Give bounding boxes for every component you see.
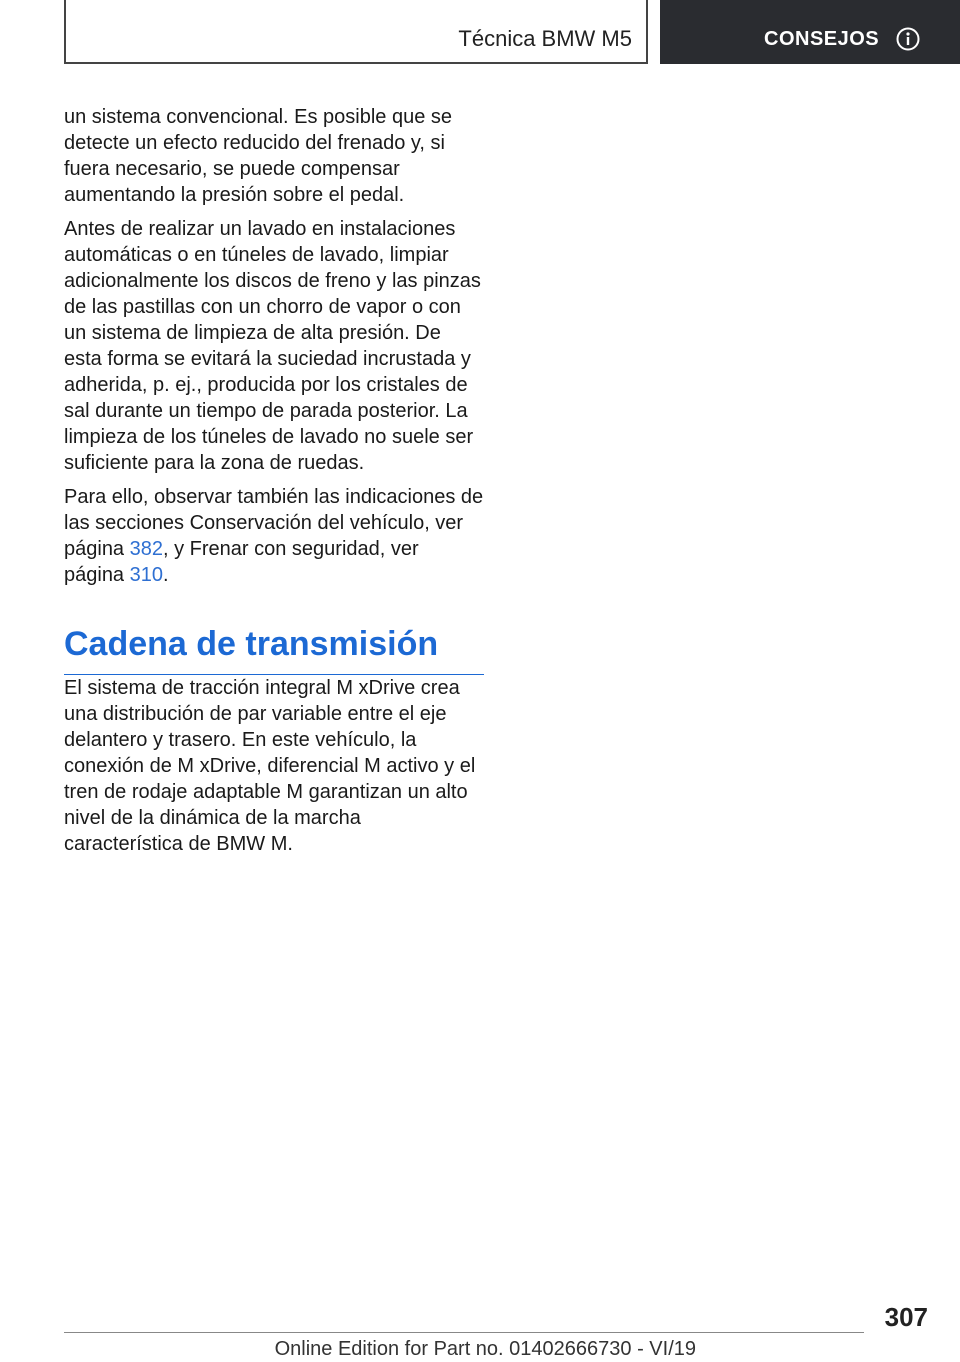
paragraph-text: Para ello, observar también las indicaciones de las secciones Conservación del vehículo, ver página bbox=[64, 486, 484, 560]
section-heading: Cadena de transmisión bbox=[64, 624, 484, 675]
body-paragraph: un sistema convencional. Es posible que se detecte un efecto reducido del frenado y, si fuera necesario, se puede compensar aumentando la presión sobre el pedal. bbox=[64, 106, 453, 206]
page-number: 307 bbox=[884, 1302, 928, 1332]
section-tab[interactable] bbox=[660, 0, 960, 64]
footer-divider bbox=[64, 1332, 864, 1333]
info-icon bbox=[896, 27, 920, 51]
page-content bbox=[64, 104, 484, 865]
section-paragraph: El sistema de tracción integral M xDrive crea una distribución de par variable entre el eje delantero y trasero. En este vehículo, la conexión de M xDrive, diferencial M activo y el tren de rodaje adaptable M garantizan un alto nivel de la dinámica de la marcha característica de BMW M. bbox=[64, 677, 476, 855]
chapter-title: Técnica BMW M5 bbox=[458, 26, 632, 51]
body-paragraph-with-links bbox=[64, 484, 484, 588]
header-title-box bbox=[64, 0, 648, 64]
body-paragraph: Antes de realizar un lavado en instalaciones automáticas o en túneles de lavado, limpiar adicionalmente los discos de freno y las pinzas de las pastillas con un chorro de vapor o con un sistema de limpieza de alta presión. De esta forma se evitará la suciedad incrustada y adherida, p. ej., producida por los cristales de sal durante un tiempo de parada posterior. La limpieza de los túneles de lavado no suele ser suficiente para la zona de ruedas. bbox=[64, 218, 481, 474]
page-link-310[interactable]: 310 bbox=[129, 564, 163, 586]
paragraph-text: . bbox=[163, 564, 169, 586]
page-link-382[interactable]: 382 bbox=[129, 538, 163, 560]
paragraph-text: , y Frenar con seguridad, ver página bbox=[64, 538, 419, 586]
edition-footer: Online Edition for Part no. 01402666730 - VI/19 bbox=[274, 1338, 696, 1360]
section-label: CONSEJOS bbox=[764, 28, 880, 50]
